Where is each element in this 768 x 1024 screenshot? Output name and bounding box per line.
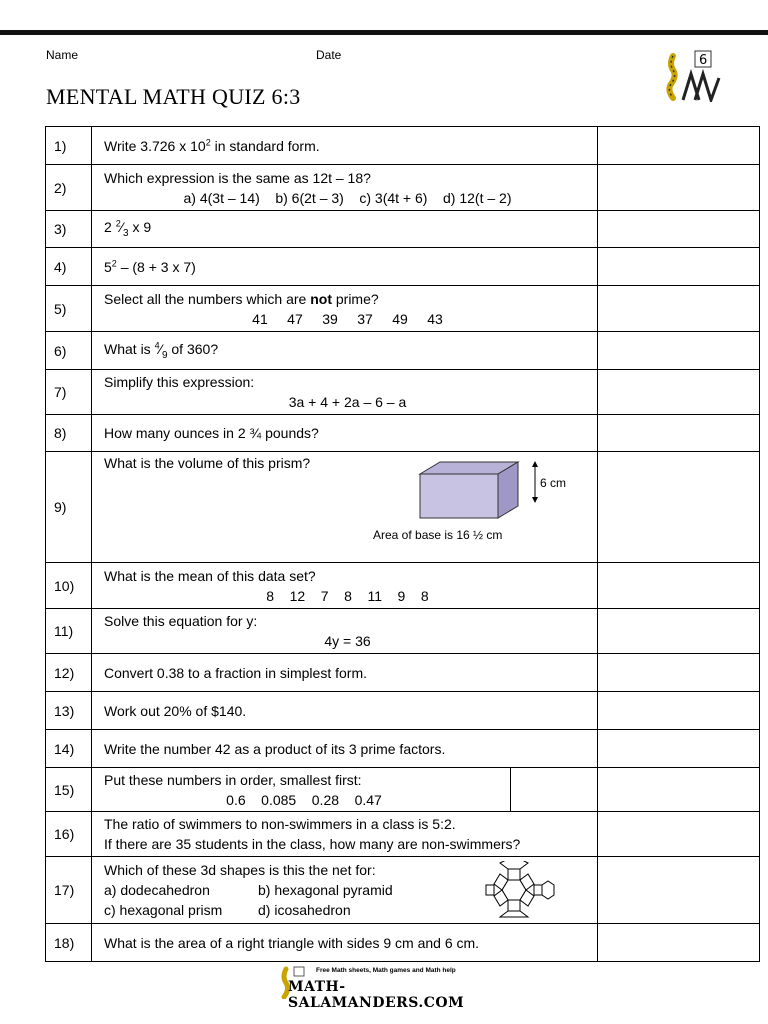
question-row-4 (46, 248, 760, 286)
answer-box[interactable] (598, 812, 760, 857)
question-text (92, 768, 598, 812)
question-text (92, 563, 598, 609)
answer-box[interactable] (598, 730, 760, 768)
question-row-18 (46, 924, 760, 962)
question-line-1: Which of these 3d shapes is this the net for: (104, 862, 376, 878)
question-text (92, 248, 598, 286)
question-row-15 (46, 768, 760, 812)
question-row-3 (46, 211, 760, 248)
logo-badge: 6 (699, 53, 708, 68)
height-label: 6 cm (540, 476, 567, 490)
question-row-13 (46, 692, 760, 730)
question-number: 17) (46, 857, 92, 924)
prism-diagram (414, 458, 574, 522)
question-number: 8) (46, 415, 92, 452)
question-text: What is $^4⁄_9$ of 360? (92, 332, 598, 370)
question-number: 7) (46, 370, 92, 415)
emphasis-text: not (310, 290, 332, 307)
question-line-2: If there are 35 students in the class, how many are non-swimmers? (104, 836, 521, 852)
question-text: How many ounces in 2 ¾ pounds? (92, 415, 598, 452)
answer-box[interactable] (598, 415, 760, 452)
answer-choices: a) 4(3t – 14) b) 6(2t – 3) c) 3(4t + 6) d) 12(t – 2) (183, 189, 512, 206)
answer-box[interactable] (598, 768, 760, 812)
data-set: 8 12 7 8 11 9 8 (266, 587, 429, 604)
footer (272, 965, 492, 1011)
question-line-1: Put these numbers in order, smallest first: (104, 771, 362, 788)
footer-tagline: Free Math sheets, Math games and Math help (316, 967, 456, 974)
question-number: 18) (46, 924, 92, 962)
question-number: 13) (46, 692, 92, 730)
answer-box[interactable] (598, 211, 760, 248)
question-row-1 (46, 127, 760, 165)
fraction-denominator: 3 (123, 227, 129, 239)
page-title: MENTAL MATH QUIZ 6:3 (46, 84, 301, 109)
question-number: 6) (46, 332, 92, 370)
question-text (92, 286, 598, 332)
question-row-14 (46, 730, 760, 768)
date-label: Date (316, 48, 342, 62)
question-row-9 (46, 452, 760, 563)
question-row-10 (46, 563, 760, 609)
question-number: 3) (46, 211, 92, 248)
question-text (92, 609, 598, 654)
answer-box[interactable] (598, 924, 760, 962)
question-text (92, 452, 598, 563)
question-line-1: Which expression is the same as 12t – 18? (104, 169, 371, 186)
top-rule (0, 30, 768, 35)
question-row-12 (46, 654, 760, 692)
answer-box[interactable] (598, 563, 760, 609)
question-number: 1) (46, 127, 92, 165)
answer-divider (510, 767, 511, 812)
question-row-8 (46, 415, 760, 452)
question-row-16 (46, 812, 760, 857)
answer-box[interactable] (598, 248, 760, 286)
question-number: 12) (46, 654, 92, 692)
question-text: Work out 20% of $140. (92, 692, 598, 730)
base-area-label: Area of base is 16 ½ cm (373, 528, 503, 542)
question-number: 2) (46, 165, 92, 211)
question-text: What is the area of a right triangle with sides 9 cm and 6 cm. (92, 924, 598, 962)
question-text (92, 127, 598, 165)
hexagonal-prism-net-diagram (482, 861, 574, 919)
expression: 3a + 4 + 2a – 6 – a (288, 394, 407, 410)
question-number: 16) (46, 812, 92, 857)
question-row-7 (46, 370, 760, 415)
question-row-5 (46, 286, 760, 332)
question-text-a: Write 3.726 x 10 (104, 137, 206, 154)
question-number: 10) (46, 563, 92, 609)
answer-box[interactable] (598, 452, 760, 563)
answer-box[interactable] (598, 692, 760, 730)
question-line-1b: prime? (331, 290, 379, 307)
fraction-numerator: 2 (115, 218, 121, 229)
exponent: 2 (205, 136, 211, 147)
question-number: 4) (46, 248, 92, 286)
mixed-whole: 2 (104, 219, 116, 236)
equation: 4y = 36 (324, 633, 371, 649)
question-rest: x 9 (128, 219, 152, 236)
option-a: a) dodecahedron (104, 882, 210, 898)
question-line-1: What is the volume of this prism? (104, 455, 311, 471)
question-row-2 (46, 165, 760, 211)
question-text (92, 857, 598, 924)
question-text: 2 $^2⁄_3$ x 9 (92, 211, 598, 248)
power-base: 5 (104, 258, 112, 275)
answer-box[interactable] (598, 654, 760, 692)
question-line-1: Solve this equation for y: (104, 613, 258, 629)
question-text (92, 812, 598, 857)
question-number: 15) (46, 768, 92, 812)
option-b: b) hexagonal pyramid (258, 882, 393, 898)
answer-box[interactable] (598, 609, 760, 654)
question-number: 14) (46, 730, 92, 768)
question-text (92, 165, 598, 211)
option-c: c) hexagonal prism (104, 902, 223, 918)
question-rest: – (8 + 3 x 7) (116, 258, 196, 275)
question-text-a: What is (104, 340, 155, 357)
question-number: 5) (46, 286, 92, 332)
answer-box[interactable] (598, 332, 760, 370)
option-d: d) icosahedron (258, 902, 351, 918)
answer-box[interactable] (598, 286, 760, 332)
quiz-table (45, 126, 760, 962)
question-row-11 (46, 609, 760, 654)
question-line-1: Simplify this expression: (104, 374, 255, 390)
answer-box[interactable] (598, 857, 760, 924)
answer-box[interactable] (598, 165, 760, 211)
answer-box[interactable] (598, 127, 760, 165)
question-text-b: in standard form. (210, 137, 320, 154)
question-number: 11) (46, 609, 92, 654)
question-row-6 (46, 332, 760, 370)
question-line-1a: Select all the numbers which are (104, 290, 311, 307)
question-text: Write the number 42 as a product of its 3 prime factors. (92, 730, 598, 768)
question-line-1: What is the mean of this data set? (104, 567, 316, 584)
fraction-numerator: 4 (154, 339, 160, 350)
number-list: 0.6 0.085 0.28 0.47 (226, 791, 382, 808)
number-list: 41 47 39 37 49 43 (252, 310, 443, 327)
exponent: 2 (111, 257, 117, 268)
question-text: Convert 0.38 to a fraction in simplest form. (92, 654, 598, 692)
question-number: 9) (46, 452, 92, 563)
fraction-denominator: 9 (161, 349, 168, 361)
question-text-b: of 360? (167, 340, 219, 357)
answer-box[interactable] (598, 370, 760, 415)
name-label: Name (46, 48, 79, 62)
question-text (92, 370, 598, 415)
question-row-17 (46, 857, 760, 924)
salamander-logo-icon (661, 48, 723, 102)
footer-site-link[interactable]: MATH-SALAMANDERS.COM (288, 979, 465, 1011)
question-line-1: The ratio of swimmers to non-swimmers in a class is 5:2. (104, 816, 456, 832)
